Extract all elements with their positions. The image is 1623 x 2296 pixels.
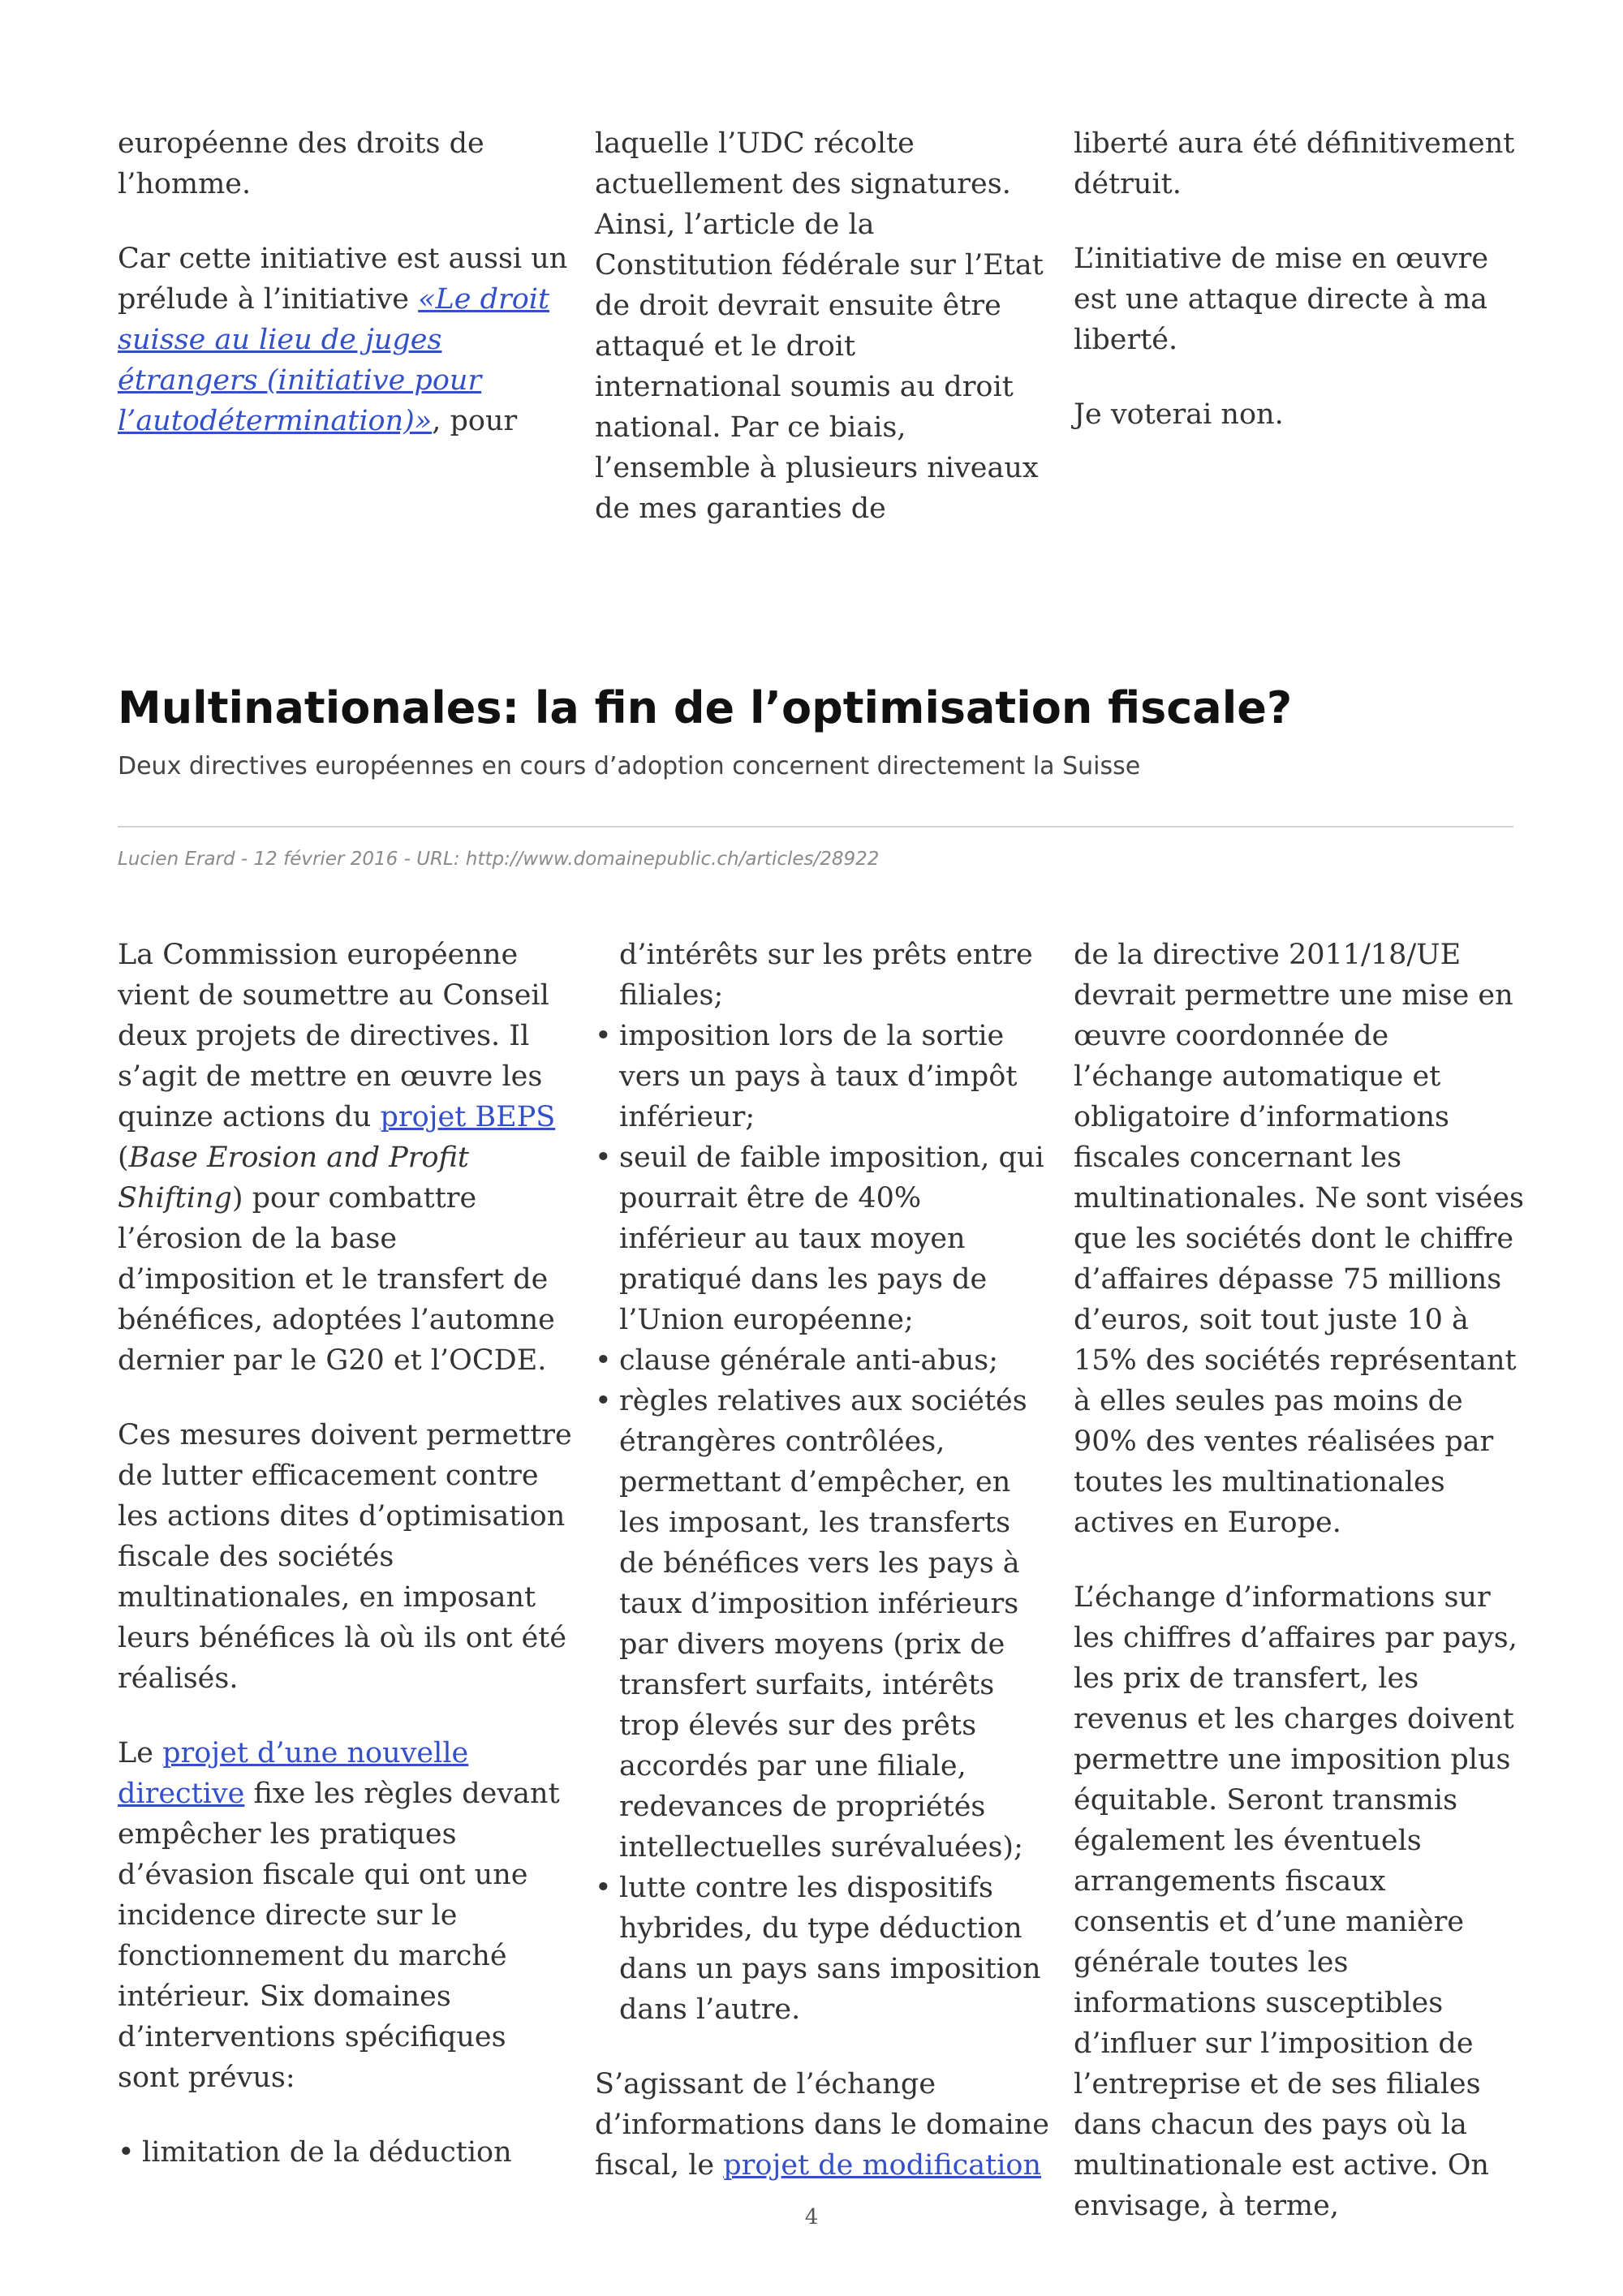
list-item xyxy=(595,1137,1049,1340)
emphasis: Base Erosion and Profit Shifting xyxy=(118,1142,469,1215)
list-item xyxy=(595,1016,1049,1137)
projet-beps-link[interactable]: projet BEPS xyxy=(380,1101,556,1133)
prev-article-column-2 xyxy=(595,123,1049,563)
paragraph: de la directive 2011/18/UE devrait permettre une mise en œuvre coordonnée de l’échange automatique et obligatoire d’informations fiscales concernant les multinationales. Ne sont visées que les sociétés dont le chiffre d’affaires dépasse 75 millions d’euros, soit tout juste 10 à 15% des sociétés représentant à elles seules pas moins de 90% des ventes réalisées par toutes les multinationales actives en Europe. xyxy=(1074,939,1524,1539)
list-item-text: lutte contre les dispositifs hybrides, du type déduction dans un pays sans imposition dans l’autre. xyxy=(619,1872,1041,2026)
text-run: Le xyxy=(118,1737,163,1769)
article-column-3 xyxy=(1074,935,1528,2260)
nouvelle-directive-link[interactable]: projet d’une nouvelle directive xyxy=(118,1737,469,1810)
bullet-list xyxy=(595,935,1049,2030)
text-run: S’agissant de l’échange d’informations dans le domaine fiscal, le xyxy=(595,2068,1049,2182)
list-item-continuation xyxy=(595,935,1049,1016)
text-run: ( xyxy=(118,1142,129,1174)
paragraph: Ces mesures doivent permettre de lutter efficacement contre les actions dites d’optimisation fiscale des sociétés multinationales, en imposant leurs bénéfices là où ils ont été réalisés. xyxy=(118,1419,572,1695)
article-title: Multinationales: la fin de l’optimisation fiscale? xyxy=(118,682,1293,733)
list-item-text: règles relatives aux sociétés étrangères contrôlées, permettant d’empêcher, en les imposant, les transferts de bénéfices vers les pays à taux d’imposition inférieurs par divers moyens (prix de transfert surfaits, intérêts trop élevés sur des prêts accordés par une filiale, redevances de propriétés intellectuelles surévaluées); xyxy=(619,1385,1027,1864)
paragraph: européenne des droits de l’homme. xyxy=(118,127,484,200)
paragraph xyxy=(118,935,572,1381)
paragraph: Je voterai non. xyxy=(1074,398,1284,431)
text-run: , pour xyxy=(432,405,518,437)
list-item-text: clause générale anti-abus; xyxy=(619,1344,999,1377)
list-item-text: seuil de faible imposition, qui pourrait être de 40% inférieur au taux moyen pratiqué dans les pays de l’Union européenne; xyxy=(619,1142,1044,1336)
bullet-icon: • xyxy=(595,1872,612,1904)
paragraph: liberté aura été définitivement détruit. xyxy=(1074,127,1515,200)
paragraph xyxy=(118,239,572,441)
bullet-list xyxy=(118,2132,572,2173)
article-url: - URL: http://www.domainepublic.ch/articles/28922 xyxy=(398,849,879,870)
bullet-icon: • xyxy=(595,1020,612,1052)
header-divider xyxy=(118,826,1513,828)
prev-article-column-1 xyxy=(118,123,572,475)
article-date: - 12 février 2016 xyxy=(235,849,398,870)
bullet-icon: • xyxy=(118,2136,135,2169)
list-item-text: limitation de la déduction xyxy=(142,2136,512,2169)
list-item xyxy=(118,2132,572,2173)
paragraph: laquelle l’UDC récolte actuellement des signatures. Ainsi, l’article de la Constitution fédérale sur l’Etat de droit devrait ensuite être attaqué et le droit international soumis au droit national. Par ce biais, l’ensemble à plusieurs niveaux de mes garanties de xyxy=(595,127,1044,525)
list-item xyxy=(595,1340,1049,1381)
bullet-icon: • xyxy=(595,1344,612,1377)
paragraph: L’échange d’informations sur les chiffres d’affaires par pays, les prix de transfert, les revenus et les charges doivent permettre une imposition plus équitable. Seront transmis également les éventuels arrangements fiscaux consentis et d’une manière générale toutes les informations susceptibles d’influer sur l’imposition de l’entreprise et de ses filiales dans chacun des pays où la multinationale est active. On envisage, à terme, xyxy=(1074,1581,1518,2222)
paragraph xyxy=(595,2064,1049,2186)
projet-modification-link[interactable]: projet de modification xyxy=(723,2149,1042,2182)
prev-article-column-3 xyxy=(1074,123,1528,469)
article-column-2 xyxy=(595,935,1049,2220)
text-run: Car cette initiative est aussi un prélude à l’initiative xyxy=(118,243,568,316)
initiative-autodetermination-link[interactable]: «Le droit suisse au lieu de juges étrangers (initiative pour l’autodétermination)» xyxy=(118,283,550,437)
text-run: fixe les règles devant empêcher les pratiques d’évasion fiscale qui ont une incidence directe sur le fonctionnement du marché intérieur. Six domaines d’interventions spécifiques sont prévus: xyxy=(118,1778,560,2094)
list-item-text: imposition lors de la sortie vers un pays à taux d’impôt inférieur; xyxy=(619,1020,1018,1133)
bullet-icon: • xyxy=(595,1385,612,1417)
text-run: ) pour combattre l’érosion de la base d’imposition et le transfert de bénéfices, adoptées l’automne dernier par le G20 et l’OCDE. xyxy=(118,1182,555,1377)
bullet-icon: • xyxy=(595,1142,612,1174)
list-item xyxy=(595,1868,1049,2030)
article-subtitle: Deux directives européennes en cours d’adoption concernent directement la Suisse xyxy=(118,752,1141,780)
list-item xyxy=(595,1381,1049,1868)
article-column-1 xyxy=(118,935,572,2173)
article-author: Lucien Erard xyxy=(118,849,235,870)
article-meta xyxy=(118,845,1513,873)
text-run: La Commission européenne vient de soumettre au Conseil deux projets de directives. Il s’agit de mettre en œuvre les quinze actions du xyxy=(118,939,549,1133)
list-item-text: d’intérêts sur les prêts entre filiales; xyxy=(619,939,1033,1012)
paragraph xyxy=(118,1733,572,2098)
paragraph: L’initiative de mise en œuvre est une attaque directe à ma liberté. xyxy=(1074,243,1489,356)
page-number: 4 xyxy=(804,2205,819,2229)
